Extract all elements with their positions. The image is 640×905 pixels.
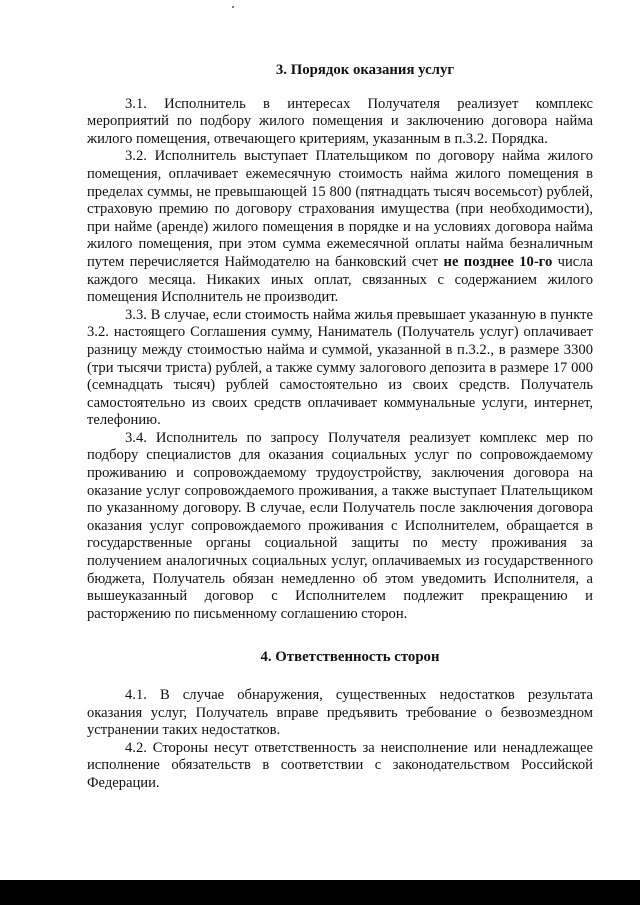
paragraph-3-2-deadline: не позднее 10-го: [443, 253, 553, 270]
scan-speck: [232, 6, 234, 8]
paragraph-4-2: 4.2. Стороны несут ответственность за неисполнение или ненадлежащее исполнение обязательств в соответствии с законодательством Российской Федерации.: [87, 739, 593, 791]
paragraph-3-3: 3.3. В случае, если стоимость найма жилья превышает указанную в пункте 3.2. настоящего Соглашения сумму, Наниматель (Получатель услуг) оплачивает разницу между стоимостью найма и суммой, указанной в п.3.2., в размере 3300 (три тысячи триста) рублей, а также сумму залогового депозита в размере 17 000 (семнадцать тысяч) рублей самостоятельно из своих средств. Получатель самостоятельно из своих средств оплачивает коммунальные услуги, интернет, телефонию.: [87, 306, 593, 429]
paragraph-3-2-text-a: 3.2. Исполнитель выступает Плательщиком по договору найма жилого помещения, оплачивает ежемесячную стоимость найма жилого помещения в пределах суммы, не превышающей 15 800 (пятнадцать тысяч восемьсот) рублей, страховую премию по договору страхования имущества (при необходимости), при найме (аренде) жилого помещения в порядке и на условиях договора найма жилого помещения, при этом сумма ежемесячной оплаты найма безналичным путем перечисляется Наймодателю на банковский счет: [87, 148, 593, 270]
paragraph-3-1: 3.1. Исполнитель в интересах Получателя реализует комплекс мероприятий по подбору жилого помещения и заключению договора найма жилого помещения, отвечающего критериям, указанным в п.3.2. Порядка.: [87, 95, 593, 147]
document-body: [87, 62, 593, 793]
section-4-title: 4. Ответственность сторон: [260, 649, 440, 666]
paragraph-4-1: 4.1. В случае обнаружения, существенных недостатков результата оказания услуг, Получатель вправе предъявить требование о безвозмездном устранении таких недостатков.: [87, 687, 593, 739]
scan-bottom-edge: [0, 880, 640, 905]
section-3-title: 3. Порядок оказания услуг: [275, 62, 455, 78]
paragraph-3-4: 3.4. Исполнитель по запросу Получателя реализует комплекс мер по подбору специалистов для оказания социальных услуг по сопровождаемому проживанию и сопровождаемому трудоустройству, заключения договора на оказание услуг сопровождаемого проживания, а также выступает Плательщиком по указанному договору. В случае, если Получатель после заключения договора оказания услуг сопровождаемого проживания с Исполнителем, обращается в государственные органы социальной защиты по месту проживания за получением аналогичных социальных услуг, оплачиваемых из государственного бюджета, Получатель обязан немедленно об этом уведомить Исполнителя, а вышеуказанный договор с Исполнителем подлежит прекращению и расторжению по письменному соглашению сторон.: [87, 429, 593, 622]
paragraph-3-2: [87, 148, 593, 306]
paragraph-3-2-text-b: числа каждого месяца. Никаких иных оплат, связанных с содержанием жилого помещения Исполнитель не производит.: [87, 253, 594, 306]
